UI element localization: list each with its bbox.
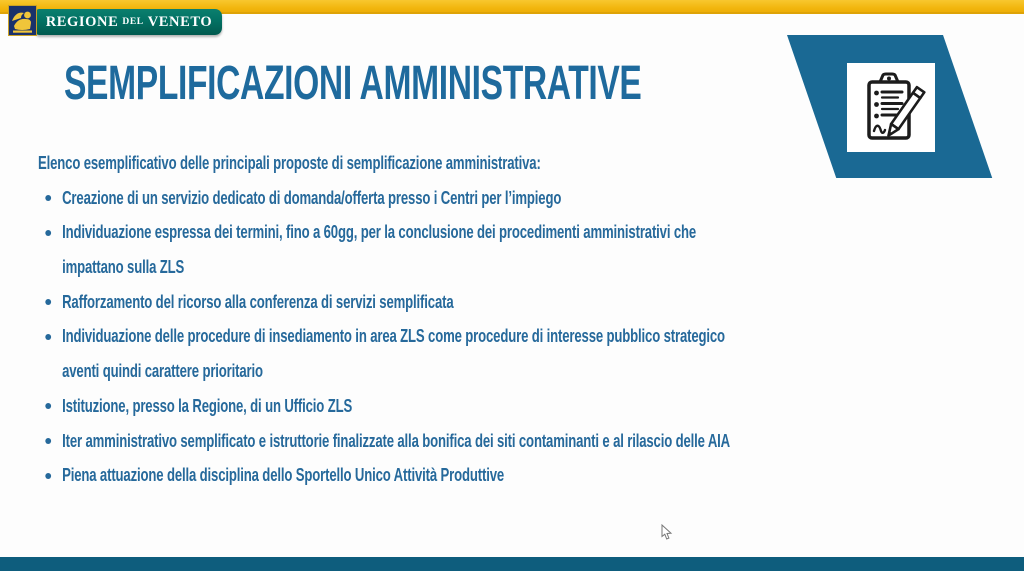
logo-text-veneto: VENETO bbox=[147, 13, 213, 30]
intro-text: Elenco esemplificativo delle principali proposte di semplificazione amministrativa: bbox=[38, 153, 541, 173]
list-item: Piena attuazione della disciplina dello Sportello Unico Attività Produttive bbox=[38, 458, 1016, 493]
intro-line bbox=[38, 146, 1016, 181]
bullet-dot bbox=[45, 403, 51, 409]
bullet-dot bbox=[45, 195, 51, 201]
bottom-teal-bar bbox=[0, 557, 1024, 571]
list-item: Istituzione, presso la Regione, di un Ufficio ZLS bbox=[38, 389, 1016, 424]
logo-text-del: DEL bbox=[122, 17, 144, 27]
icon-tile bbox=[847, 63, 935, 152]
list-item-continuation: aventi quindi carattere prioritario bbox=[62, 361, 263, 382]
list-item: Individuazione delle procedure di insediamento in area ZLS come procedure di interesse pubblico strategico bbox=[38, 319, 1016, 354]
bullet-dot bbox=[45, 473, 51, 479]
clipboard-checklist-pencil-icon bbox=[853, 70, 929, 146]
list-item: Iter amministrativo semplificato e istruttorie finalizzate alla bonifica dei siti contaminanti e al rilascio delle AIA bbox=[38, 424, 1016, 459]
bullet-dot bbox=[45, 334, 51, 340]
slide-body bbox=[38, 146, 1016, 493]
bullet-dot bbox=[45, 438, 51, 444]
winged-lion-icon bbox=[8, 5, 37, 36]
list-item: Rafforzamento del ricorso alla conferenza di servizi semplificata bbox=[38, 285, 1016, 320]
logo-text-regione: REGIONE bbox=[45, 13, 119, 30]
list-item-continuation: impattano sulla ZLS bbox=[62, 257, 185, 278]
bullet-dot bbox=[45, 230, 51, 236]
mouse-cursor-icon bbox=[661, 524, 673, 546]
logo-plaque bbox=[36, 9, 222, 35]
page-title: SEMPLIFICAZIONI AMMINISTRATIVE bbox=[64, 57, 642, 110]
list-item: Creazione di un servizio dedicato di domanda/offerta presso i Centri per l’impiego bbox=[38, 181, 1016, 216]
list-item: Individuazione espressa dei termini, fino a 60gg, per la conclusione dei procedimenti amministrativi che bbox=[38, 215, 1016, 250]
bullet-dot bbox=[45, 299, 51, 305]
